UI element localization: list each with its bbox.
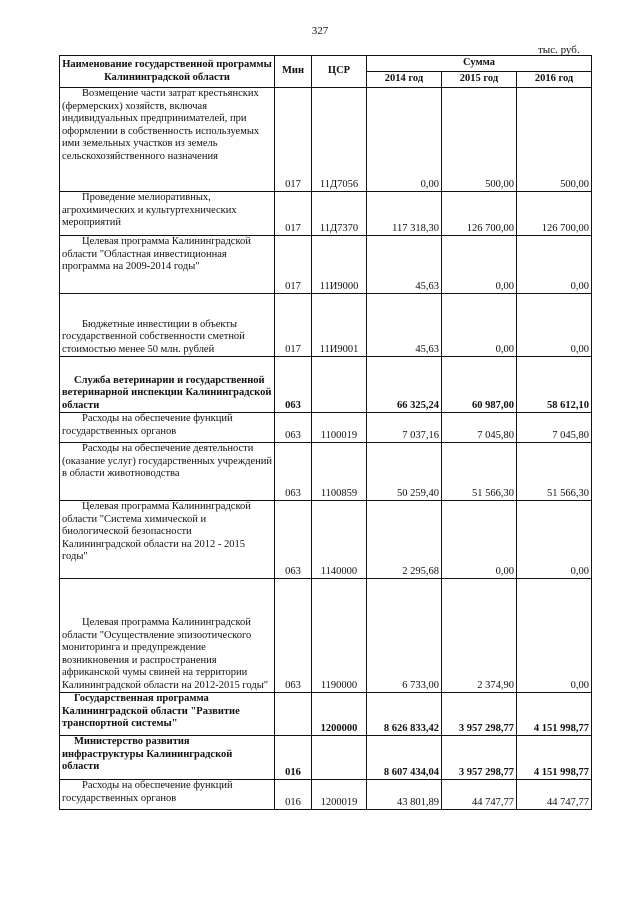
row-csr	[312, 736, 367, 780]
row-csr: 11И9000	[312, 236, 367, 294]
table-row	[60, 192, 592, 236]
row-2015: 3 957 298,77	[442, 736, 517, 780]
row-min: 016	[275, 736, 312, 780]
header-2015: 2015 год	[442, 72, 517, 88]
row-2016: 0,00	[517, 501, 592, 579]
row-name: Расходы на обеспечение функций государственных органов	[60, 413, 275, 443]
row-2015: 2 374,90	[442, 579, 517, 693]
row-name: Проведение мелиоративных, агрохимических и культуртехнических мероприятий	[60, 192, 275, 236]
row-min: 063	[275, 357, 312, 413]
row-2016: 58 612,10	[517, 357, 592, 413]
row-min: 017	[275, 236, 312, 294]
row-2015: 44 747,77	[442, 780, 517, 810]
row-csr: 1100019	[312, 413, 367, 443]
row-2015: 51 566,30	[442, 443, 517, 501]
row-2016: 7 045,80	[517, 413, 592, 443]
row-2016: 0,00	[517, 236, 592, 294]
row-min: 017	[275, 192, 312, 236]
row-csr	[312, 357, 367, 413]
row-2016: 51 566,30	[517, 443, 592, 501]
row-2016: 4 151 998,77	[517, 693, 592, 736]
row-name: Государственная программа Калининградской области "Развитие транспортной системы"	[60, 693, 275, 736]
budget-table	[59, 55, 592, 810]
table-row	[60, 294, 592, 357]
row-csr: 11Д7370	[312, 192, 367, 236]
row-2015: 7 045,80	[442, 413, 517, 443]
row-2015: 0,00	[442, 236, 517, 294]
row-2014: 6 733,00	[367, 579, 442, 693]
row-name: Служба ветеринарии и государственной ветеринарной инспекции Калининградской области	[60, 357, 275, 413]
row-2014: 8 607 434,04	[367, 736, 442, 780]
header-name: Наименование государственной программы Калининградской области	[60, 56, 275, 88]
table-row	[60, 357, 592, 413]
row-csr: 1100859	[312, 443, 367, 501]
row-2014: 66 325,24	[367, 357, 442, 413]
row-2016: 4 151 998,77	[517, 736, 592, 780]
row-name: Расходы на обеспечение функций государственных органов	[60, 780, 275, 810]
row-2014: 7 037,16	[367, 413, 442, 443]
row-csr: 1200000	[312, 693, 367, 736]
row-2015: 0,00	[442, 294, 517, 357]
table-row	[60, 579, 592, 693]
table-row	[60, 88, 592, 192]
page-number: 327	[311, 25, 329, 37]
row-name: Бюджетные инвестиции в объекты государственной собственности сметной стоимостью менее 50 млн. рублей	[60, 294, 275, 357]
row-2015: 3 957 298,77	[442, 693, 517, 736]
row-2016: 0,00	[517, 579, 592, 693]
row-csr: 11И9001	[312, 294, 367, 357]
row-name: Целевая программа Калининградской области "Осуществление эпизоотического мониторинга и предупреждение возникновения и распространения африканской чумы свиней на территории Калининградской области на 2012-2015 годы"	[60, 579, 275, 693]
row-min: 017	[275, 294, 312, 357]
row-min: 063	[275, 501, 312, 579]
row-csr: 1190000	[312, 579, 367, 693]
row-name: Целевая программа Калининградской области "Областная инвестиционная программа на 2009-2014 годы"	[60, 236, 275, 294]
header-2016: 2016 год	[517, 72, 592, 88]
row-2014: 45,63	[367, 294, 442, 357]
header-sum: Сумма	[367, 56, 592, 72]
row-2016: 500,00	[517, 88, 592, 192]
row-min	[275, 693, 312, 736]
row-min: 063	[275, 443, 312, 501]
row-2016: 126 700,00	[517, 192, 592, 236]
header-min: Мин	[275, 56, 312, 88]
row-min: 063	[275, 413, 312, 443]
row-csr: 11Д7056	[312, 88, 367, 192]
row-2014: 8 626 833,42	[367, 693, 442, 736]
row-min: 063	[275, 579, 312, 693]
row-name: Расходы на обеспечение деятельности (оказание услуг) государственных учреждений в области животноводства	[60, 443, 275, 501]
table-row	[60, 501, 592, 579]
table-row	[60, 780, 592, 810]
row-min: 016	[275, 780, 312, 810]
row-2014: 117 318,30	[367, 192, 442, 236]
header-row	[60, 56, 592, 72]
table-row	[60, 736, 592, 780]
row-2015: 126 700,00	[442, 192, 517, 236]
row-csr: 1140000	[312, 501, 367, 579]
row-2015: 500,00	[442, 88, 517, 192]
row-2014: 45,63	[367, 236, 442, 294]
table-row	[60, 236, 592, 294]
table-row	[60, 443, 592, 501]
row-csr: 1200019	[312, 780, 367, 810]
row-2014: 43 801,89	[367, 780, 442, 810]
row-name: Возмещение части затрат крестьянских (фермерских) хозяйств, включая индивидуальных предпринимателей, при оформлении в собственность используемых ими земельных участков из земель сельскохозяйственного назначения	[60, 88, 275, 192]
units-label: тыс. руб.	[538, 44, 580, 56]
row-name: Целевая программа Калининградской области "Система химической и биологической безопасности Калининградской области на 2012 - 2015 годы"	[60, 501, 275, 579]
row-2014: 2 295,68	[367, 501, 442, 579]
header-2014: 2014 год	[367, 72, 442, 88]
row-2014: 50 259,40	[367, 443, 442, 501]
row-2016: 44 747,77	[517, 780, 592, 810]
row-name: Министерство развития инфраструктуры Калининградской области	[60, 736, 275, 780]
header-csr: ЦСР	[312, 56, 367, 88]
row-2014: 0,00	[367, 88, 442, 192]
table-row	[60, 413, 592, 443]
row-2015: 0,00	[442, 501, 517, 579]
row-2016: 0,00	[517, 294, 592, 357]
row-min: 017	[275, 88, 312, 192]
table-row	[60, 693, 592, 736]
row-2015: 60 987,00	[442, 357, 517, 413]
